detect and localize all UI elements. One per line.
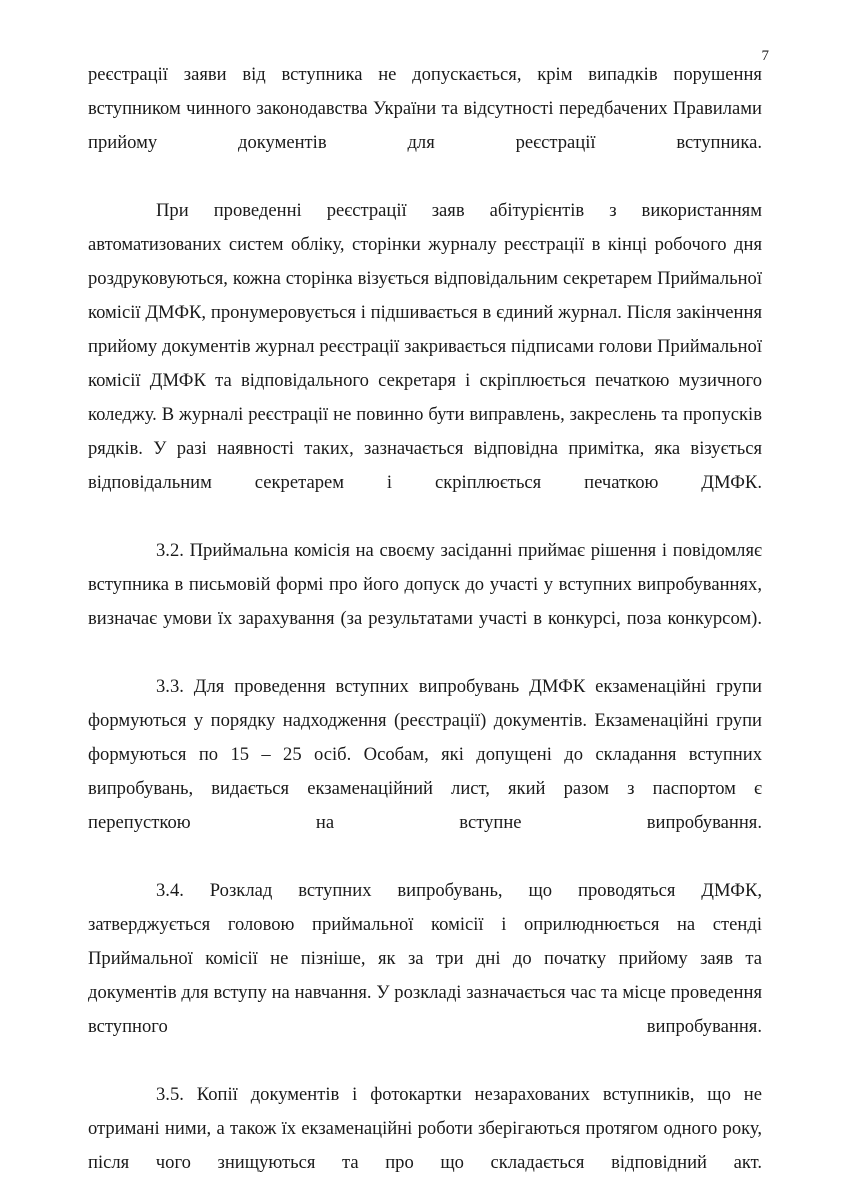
page-number: 7	[761, 48, 769, 64]
paragraph-continuation: реєстрації заяви від вступника не допускається, крім випадків порушення вступником чинного законодавства України та відсутності передбачених Правилами прийому документів для реєстрації вступника.	[88, 64, 762, 153]
paragraph-registration-journal: При проведенні реєстрації заяв абітурієнтів з використанням автоматизованих систем обліку, сторінки журналу реєстрації в кінці робочого дня роздруковуються, кожна сторінка візується відповідальним секретарем Приймальної комісії ДМФК, пронумеровується і підшивається в єдиний журнал. Після закінчення прийому документів журнал реєстрації закривається підписами голови Приймальної комісії ДМФК та відповідального секретаря і скріплюється печаткою музичного коледжу. В журналі реєстрації не повинно бути виправлень, закреслень та пропусків рядків. У разі наявності таких, зазначається відповідна примітка, яка візується відповідальним секретарем і скріплюється печаткою ДМФК.	[88, 200, 762, 493]
paragraph-3-4: 3.4. Розклад вступних випробувань, що проводяться ДМФК, затверджується головою приймальної комісії і оприлюднюється на стенді Приймальної комісії не пізніше, як за три дні до початку прийому заяв та документів для вступу на навчання. У розкладі зазначається час та місце проведення вступного випробування.	[88, 880, 762, 1037]
document-body	[88, 58, 762, 1200]
paragraph-3-2: 3.2. Приймальна комісія на своєму засіданні приймає рішення і повідомляє вступника в письмовій формі про його допуск до участі у вступних випробуваннях, визначає умови їх зарахування (за результатами участі в конкурсі, поза конкурсом).	[88, 540, 762, 629]
paragraph-3-3: 3.3. Для проведення вступних випробувань ДМФК екзаменаційні групи формуються у порядку надходження (реєстрації) документів. Екзаменаційні групи формуються по 15 – 25 осіб. Особам, які допущені до складання вступних випробувань, видається екзаменаційний лист, який разом з паспортом є перепусткою на вступне випробування.	[88, 676, 762, 833]
paragraph-3-5: 3.5. Копії документів і фотокартки незарахованих вступників, що не отримані ними, а також їх екзаменаційні роботи зберігаються протягом одного року, після чого знищуються та про що складається відповідний акт.	[88, 1084, 762, 1173]
